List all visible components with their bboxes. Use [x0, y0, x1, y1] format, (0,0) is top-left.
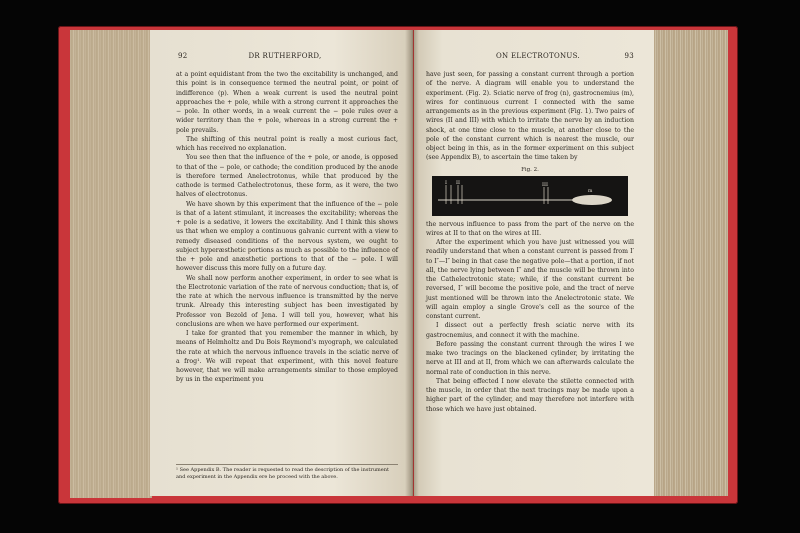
paragraph: You see then that the influence of the + pole, or anode, is opposed to that of the − pole, or cathode; the condition produced by the anode is therefore termed Anelectrotonus, while that produced by the cathode is termed Cathelectrotonus, these form, as it were, the two halves of electrotonus.	[176, 154, 398, 199]
paragraph: at a point equidistant from the two the excitability is unchanged, and this point is in consequence termed the neutral point, or point of indifference (p). When a weak current is used the neutral point approaches the + pole, while with a strong current it approaches the − pole. In other words, in a weak current the − pole rules over a wider territory than the + pole, whereas in a strong current the + pole prevails.	[176, 71, 398, 134]
footnote: ¹ See Appendix B. The reader is requested to read the description of the instrument and experiment in the Appendix ere he proceed with the above.	[176, 464, 398, 481]
left-running-head: DR RUTHERFORD,	[248, 52, 322, 60]
right-page	[414, 30, 654, 496]
paragraph: The shifting of this neutral point is really a most curious fact, which has received no explanation.	[176, 135, 398, 152]
figure-label-i: I	[445, 179, 447, 186]
paragraph: That being effected I now elevate the stilette connected with the muscle, in order that the next tracings may be made upon a higher part of the cylinder, and may therefore not interfere with those which we have just obtained.	[426, 377, 634, 413]
paragraph: After the experiment which you have just witnessed you will readily understand that when a constant current is passed from I′ to I″—I″ being in that case the negative pole—that a portion, if not all, the nerve lying between I″ and the muscle will be thrown into the Cathelectrotonic state; while, if the constant current be reversed, I″ will become the positive pole, and the tract of nerve just mentioned will be thrown into the Anelectrotonic state. We will again employ a single Grove's cell as the source of the constant current.	[426, 239, 634, 320]
left-page	[150, 30, 413, 496]
figure-label-iii: III	[542, 181, 548, 188]
left-page-edges	[70, 30, 152, 498]
paragraph: the nervous influence to pass from the part of the nerve on the wires at II to that on the wires at III.	[426, 220, 634, 237]
paragraph: We shall now perform another experiment, in order to see what is the Electrotonic variation of the rate of nervous conduction; that is, of the rate at which the nervous influence is transmitted by the nerve trunk. Already this interesting subject has been investigated by Professor von Bezold of Jena. I will tell you, however, what his conclusions are when we have performed our experiment.	[176, 274, 398, 328]
right-running-head: ON ELECTROTONUS.	[496, 52, 580, 60]
paragraph: Before passing the constant current through the wires I we make two tracings on the blackened cylinder, by irritating the nerve at III and at II, from which we can afterwards calculate the normal rate of conduction in this nerve.	[426, 340, 634, 376]
muscle-shape	[572, 195, 612, 205]
right-page-text	[426, 70, 634, 414]
figure-2	[426, 166, 634, 216]
figure-label-m: m	[588, 188, 593, 194]
paragraph: I take for granted that you remember the manner in which, by means of Helmholtz and Du Bois Reymond's myograph, we calculated the rate at which the nervous influence travels in the sciatic nerve of a frog¹. We will repeat that experiment, with this novel feature however, that we will make arrangements similar to those employed by us in the experiment you	[176, 330, 398, 384]
paragraph: We have shown by this experiment that the influence of the − pole is that of a latent stimulant, it increases the excitability; whereas the + pole is a sedative, it lowers the excitability. And I think this shows us that when we employ a continuous galvanic current with a view to remedy diseased conditions of the nervous system, we ought to subject hyperæsthetic portions as much as possible to the influence of the + pole and anæsthetic portions to that of the − pole. I will however discuss this more fully on a future day.	[176, 200, 398, 273]
figure-plate	[432, 176, 628, 216]
figure-label-ii: II	[456, 179, 460, 186]
figure-caption: Fig. 2.	[521, 166, 539, 173]
book-gutter	[405, 30, 419, 496]
right-page-edges	[652, 30, 728, 496]
right-page-number: 93	[624, 52, 634, 60]
paragraph: I dissect out a perfectly fresh sciatic nerve with its gastrocnemius, and connect it with the machine.	[426, 322, 634, 339]
left-page-text	[176, 70, 398, 385]
paragraph: have just seen, for passing a constant current through a portion of the nerve. A diagram will enable you to understand the experiment. (Fig. 2). Sciatic nerve of frog (n), gastrocnemius (m), wires for continuous current I connected with the same arrangements as in the previous experiment (Fig. 1). Two pairs of wires (II and III) with which to irritate the nerve by an induction shock, at one time close to the muscle, at another close to the pole of the constant current which is nearest the muscle, our object being in this, as in the former experiment on this subject (see Appendix B), to ascertain the time taken by	[426, 71, 634, 162]
nerve-muscle-diagram	[432, 176, 628, 216]
left-page-number: 92	[178, 52, 188, 60]
